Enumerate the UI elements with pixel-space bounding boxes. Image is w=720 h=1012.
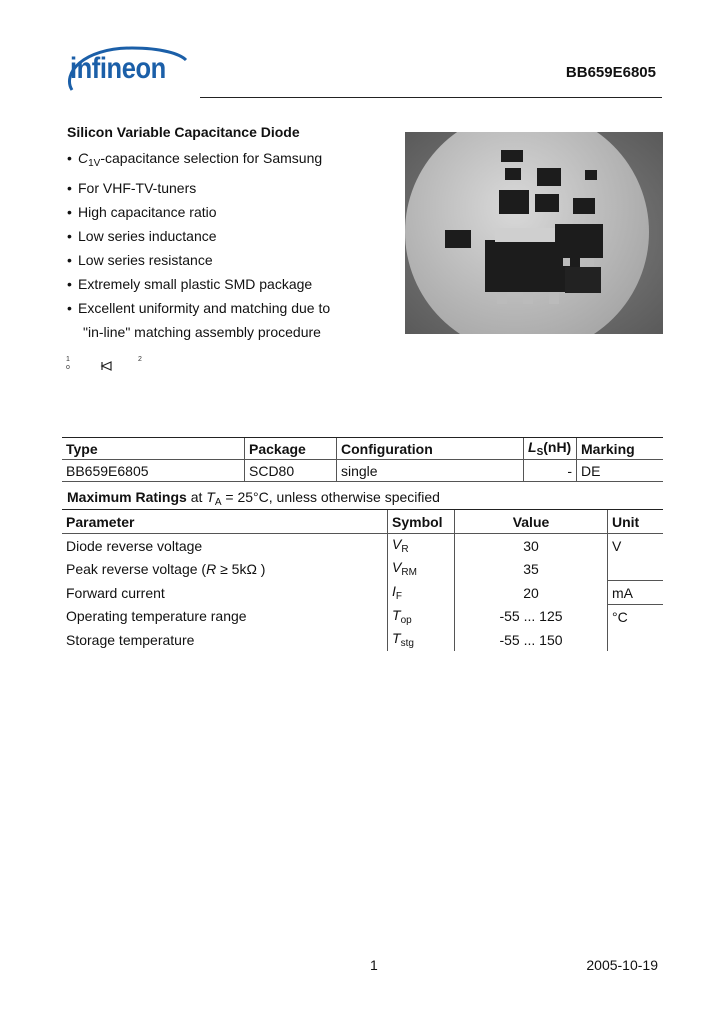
table-row [62, 581, 663, 605]
col-unit: Unit [608, 510, 664, 534]
cell-value: 30 [455, 534, 608, 558]
cell-unit: V [608, 534, 664, 558]
ratings-table [62, 509, 663, 651]
cell-unit: mA [608, 581, 664, 605]
document-date: 2005-10-19 [586, 957, 658, 973]
cell-symbol: $V_{RM}$ [388, 557, 455, 581]
feature-item: • Excellent uniformity and matching due to [67, 300, 331, 316]
feature-item: • Extremely small plastic SMD package [67, 276, 313, 292]
type-table-header [62, 438, 663, 460]
col-type: Type [62, 438, 245, 460]
cell-parameter: Storage temperature [66, 631, 195, 648]
cell-package: SCD80 [245, 460, 337, 482]
cell-unit: °C [608, 605, 664, 629]
cell-value: 20 [455, 581, 608, 605]
table-row [62, 628, 663, 651]
cell-symbol: $I_F$ [388, 581, 455, 605]
features-title: Silicon Variable Capacitance Diode [67, 124, 300, 140]
cell-parameter: Peak reverse voltage (R ≥ 5kΩ ) [66, 560, 266, 577]
header-divider [200, 97, 662, 98]
feature-item: • For VHF-TV-tuners [67, 180, 197, 196]
pin-1-label: 1 [66, 356, 70, 363]
feature-item-continuation: "in-line" matching assembly procedure [83, 324, 321, 340]
col-ls: $L_S(nH)$ [524, 438, 577, 460]
feature-item: • Low series inductance [67, 228, 217, 244]
feature-item: • Low series resistance [67, 252, 213, 268]
smd-packages-illustration [405, 132, 663, 334]
page-number: 1 [370, 957, 378, 973]
cell-unit [608, 628, 664, 651]
ratings-title: Maximum Ratings at $T_A = 25^\circ C$, unless otherwise specified [67, 489, 440, 508]
cell-symbol: $T_{stg}$ [388, 628, 455, 651]
table-row [62, 605, 663, 629]
table-row [62, 460, 663, 482]
cell-ls: - [524, 460, 577, 482]
logo-wordmark: infineon [70, 52, 166, 85]
part-number-title: BB659E6805 [565, 64, 656, 81]
pin-configuration-diagram [66, 356, 156, 378]
col-marking: Marking [577, 438, 664, 460]
pin-2-label: 2 [138, 356, 142, 363]
table-row [62, 534, 663, 558]
cell-symbol: $T_{op}$ [388, 605, 455, 629]
table-row [62, 557, 663, 581]
cell-value: -55 ... 150 [455, 628, 608, 651]
cell-symbol: $V_R$ [388, 534, 455, 558]
feature-item: • $C_{1V}$-capacitance selection for Samsung [67, 150, 323, 169]
cell-configuration: single [337, 460, 524, 482]
type-table [62, 437, 663, 482]
col-package: Package [245, 438, 337, 460]
col-configuration: Configuration [337, 438, 524, 460]
feature-list [67, 146, 397, 344]
feature-item: • High capacitance ratio [67, 204, 217, 220]
ratings-table-header [62, 510, 663, 534]
col-parameter: Parameter [62, 510, 388, 534]
cell-unit [608, 557, 664, 581]
cell-parameter: Operating temperature range [66, 608, 247, 625]
pin-1-dot: o [66, 364, 70, 371]
diode-symbol-icon [100, 361, 114, 371]
col-symbol: Symbol [388, 510, 455, 534]
infineon-logo [62, 44, 192, 98]
cell-value: 35 [455, 557, 608, 581]
cell-value: -55 ... 125 [455, 605, 608, 629]
cell-parameter: Forward current [66, 584, 165, 601]
cell-type: BB659E6805 [62, 460, 245, 482]
product-photo [405, 132, 663, 334]
cell-marking: DE [577, 460, 664, 482]
col-value: Value [455, 510, 608, 534]
cell-parameter: Diode reverse voltage [66, 537, 203, 554]
